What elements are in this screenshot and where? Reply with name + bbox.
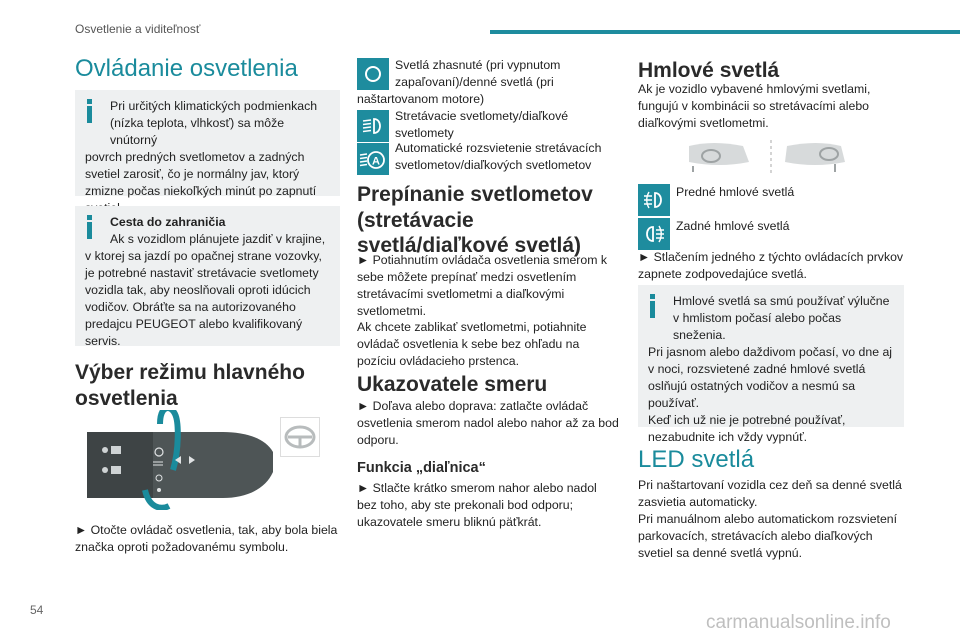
- icon-item-line: Stretávacie svetlomety/diaľkové: [395, 109, 569, 123]
- fog-press-text: ► Stlačením jedného z týchto ovládacích prvkov zapnete zodpovedajúce svetlá.: [638, 250, 904, 281]
- steering-wheel-locator-icon: [280, 417, 320, 457]
- info-line-2: (nízka teplota, vlhkosť) sa môže vnútorný: [110, 116, 285, 147]
- lights-off-icon: [357, 58, 389, 90]
- info-title: Cesta do zahraničia: [110, 215, 226, 229]
- led-text-2: Pri manuálnom alebo automatickom rozsvietení parkovacích, stretávacích alebo diaľkových svetiel sa denné svetlá vypnú.: [638, 512, 898, 560]
- icon-item-text: [395, 57, 620, 91]
- icon-item-line: svetlometov/diaľkových svetlometov: [395, 158, 592, 172]
- icon-item-line: svetlomety: [395, 126, 454, 140]
- select-mode-instruction: ► Otočte ovládač osvetlenia, tak, aby bola biela značka oproti požadovanému symbolu.: [75, 523, 338, 554]
- info-box-condensation: [75, 90, 340, 196]
- page-number: 54: [30, 603, 44, 617]
- section-heading-lighting-controls: Ovládanie osvetlenia: [75, 55, 298, 82]
- steering-wheel-fog-illustration: [683, 138, 873, 178]
- rear-fog-label: Zadné hmlové svetlá: [676, 219, 790, 233]
- icon-item-text: [395, 140, 620, 174]
- section-heading-fog: Hmlové svetlá: [638, 59, 780, 82]
- info-icon: [87, 215, 92, 239]
- info-rest: povrch predných svetlometov a zadných svetiel zarosiť, čo je normálny jav, ktorý zmizne počas niekoľkých minút po zapnutí: [85, 150, 317, 198]
- info-line-2: v hmlistom počasí alebo počas sneženia.: [673, 311, 842, 342]
- auto-lighting-icon: [357, 143, 389, 175]
- header-accent-bar: [490, 30, 960, 34]
- info-icon: [650, 294, 655, 318]
- section-heading-main-lighting-mode: Výber režimu hlavného osvetlenia: [75, 361, 305, 410]
- info-line-1: Ak s vozidlom plánujete jazdiť v krajine,: [110, 232, 326, 246]
- indicators-text: ► Doľava alebo doprava: zatlačte ovládač osvetlenia smerom nadol alebo nahor až za bod odporu.: [357, 399, 619, 447]
- info-rest-2: Keď ich už nie je potrebné používať, nezabudnite ich vždy vypnúť.: [648, 413, 846, 444]
- led-text-1: Pri naštartovaní vozidla cez deň sa denné svetlá zasvietia automaticky.: [638, 478, 902, 509]
- section-heading-indicators: Ukazovatele smeru: [357, 373, 548, 396]
- icon-item-line: Svetlá zhasnuté (pri vypnutom: [395, 58, 561, 72]
- section-heading-led: LED svetlá: [638, 446, 755, 473]
- info-rest: v ktorej sa jazdí po opačnej strane vozovky, je potrebné nastaviť stretávacie svetlomety vozidla tak, aby neoslňovali oproti idúcich vodičov. Obráťte sa na autorizovaného predajcu PEUGEOT alebo kvalifikovaný servis.: [85, 249, 322, 348]
- icon-item-line: Automatické rozsvietenie stretávacích: [395, 141, 602, 155]
- highway-text: ► Stlačte krátko smerom nahor alebo nadol bez toho, aby ste prekonali bod odporu; ukazovatele smeru bliknú päťkrát.: [357, 481, 597, 529]
- low-beam-icon: [357, 110, 389, 142]
- info-box-fog-usage: [638, 285, 904, 444]
- rear-fog-icon: [638, 218, 670, 250]
- info-line-1: Pri určitých klimatických podmienkach: [110, 99, 318, 113]
- icon-item-line: naštartovanom motore): [357, 92, 485, 106]
- front-fog-label: Predné hmlové svetlá: [676, 185, 795, 199]
- running-header: Osvetlenie a viditeľnosť: [75, 22, 201, 36]
- icon-item-text: [395, 108, 620, 142]
- info-rest-1: Pri jasnom alebo daždivom počasí, vo dne aj v noci, rozsvietené zadné hmlové svetlá oslňujú ostatných vodičov a nesmú sa používať.: [648, 345, 893, 410]
- info-line-1: Hmlové svetlá sa smú používať výlučne: [673, 294, 890, 308]
- fog-text: Ak je vozidlo vybavené hmlovými svetlami, fungujú v kombinácii so stretávacími alebo diaľkovými svetlometmi.: [638, 82, 871, 130]
- beam-flash-text: Ak chcete zablikať svetlometmi, potiahnite ovládač osvetlenia k sebe bez ohľadu na pozíciu ovládacieho prstenca.: [357, 320, 587, 368]
- section-heading-highway: Funkcia „diaľnica“: [357, 460, 486, 476]
- section-heading-beam-switch: Prepínanie svetlometov (stretávacie svetlá/diaľkové svetlá): [357, 183, 593, 258]
- icon-item-line: zapaľovaní)/denné svetlá (pri: [395, 75, 554, 89]
- beam-switch-text: ► Potiahnutím ovládača osvetlenia smerom k sebe môžete prepínať medzi osvetlením stretávacími svetlometmi a diaľkovými svetlometmi.: [357, 253, 608, 318]
- watermark: carmanualsonline.info: [706, 612, 891, 633]
- info-icon: [87, 99, 92, 123]
- info-box-abroad: [75, 206, 340, 346]
- svg-text:A: A: [372, 155, 380, 168]
- front-fog-icon: [638, 184, 670, 216]
